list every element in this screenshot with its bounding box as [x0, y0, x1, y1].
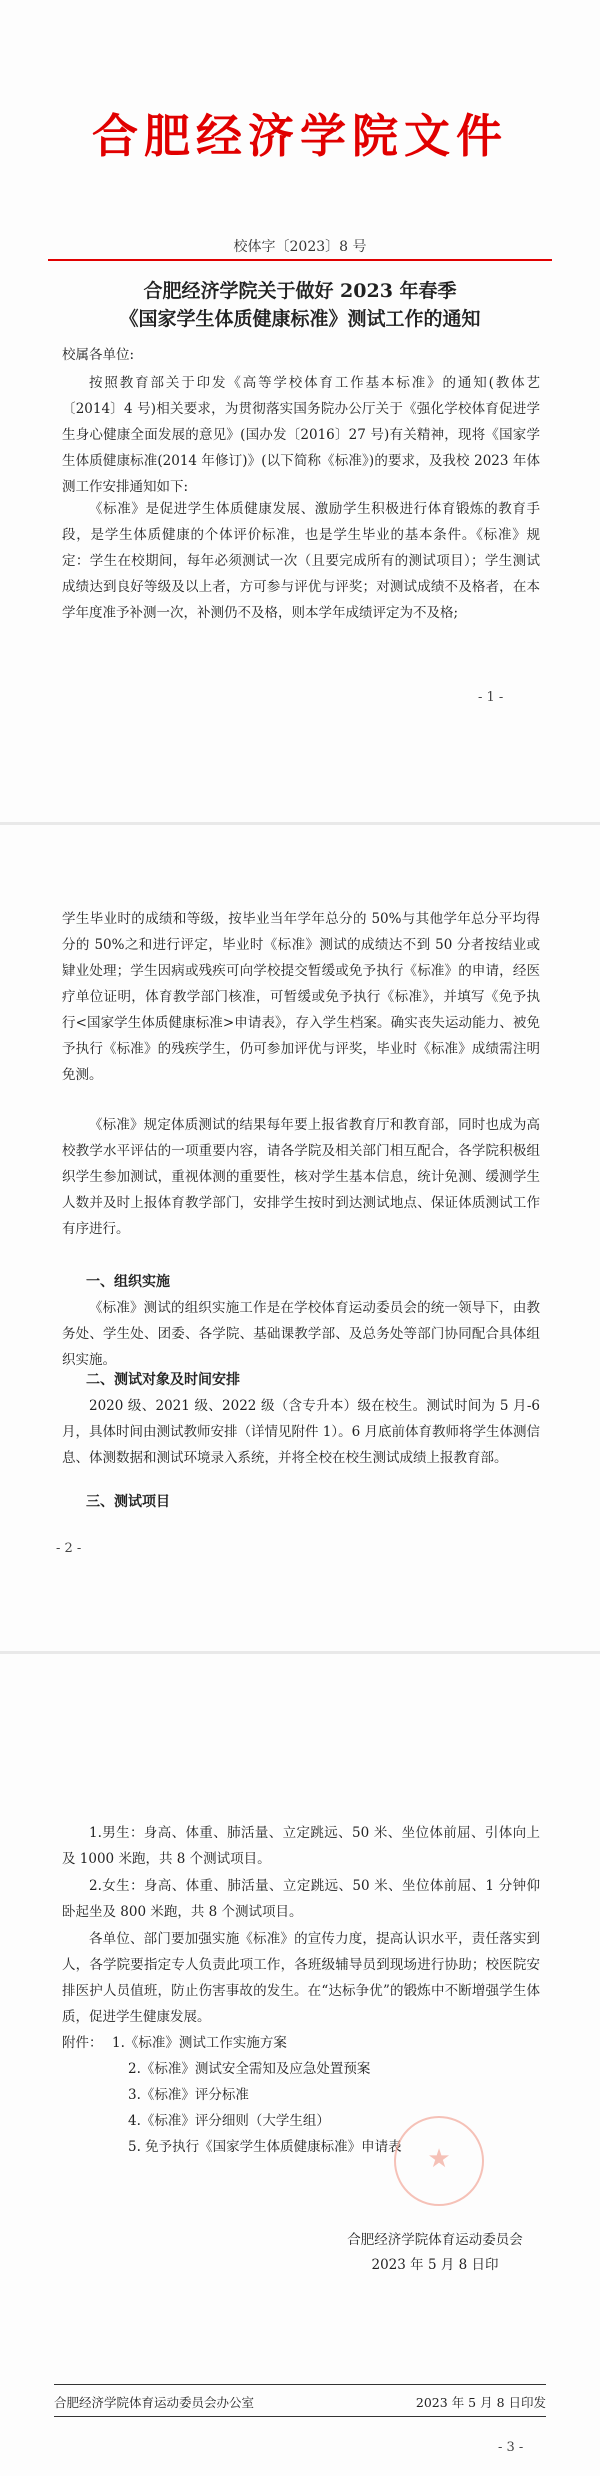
- document-number: 校体字〔2023〕8 号: [233, 239, 367, 255]
- official-seal: ★: [394, 2116, 484, 2206]
- title-line-1: 合肥经济学院关于做好 2023 年春季: [143, 280, 457, 302]
- attachment-item: 3.《标准》评分标准: [128, 2087, 249, 2103]
- red-divider: [48, 259, 552, 261]
- page-number-2: - 2 -: [56, 1541, 82, 1556]
- footer-rule-bottom: [54, 2416, 546, 2417]
- document-masthead: 合肥经济学院文件: [92, 109, 508, 163]
- paragraph-female-items: 2.女生：身高、体重、肺活量、立定跳远、50 米、坐位体前屈、1 分钟仰卧起坐及 800 米跑，共 8 个测试项目。: [62, 1878, 540, 1920]
- paragraph-intro: 按照教育部关于印发《高等学校体育工作基本标准》的通知(教体艺〔2014〕4 号)相关要求，为贯彻落实国务院办公厅关于《强化学校体育促进学生身心健康全面发展的意见》(国办发〔2016〕27 号)有关精神，现将《国家学生体质健康标准(2014 年修订)》(以下简称《标准》)的要求，及我校 2023 年体测工作安排通知如下:: [62, 375, 540, 495]
- page-1: [0, 0, 600, 822]
- section-heading-items: 三、测试项目: [86, 1494, 170, 1510]
- paragraph-organization: 《标准》测试的组织实施工作是在学校体育运动委员会的统一领导下，由教务处、学生处、团委、各学院、基础课教学部、及总务处等部门协同配合具体组织实施。: [62, 1300, 540, 1368]
- page-number-3: - 3 -: [498, 2440, 524, 2455]
- signature-org: 合肥经济学院体育运动委员会: [347, 2232, 523, 2248]
- paragraph-male-items: 1.男生：身高、体重、肺活量、立定跳远、50 米、坐位体前屈、引体向上及 1000 米跑，共 8 个测试项目。: [62, 1825, 540, 1867]
- footer-date: 2023 年 5 月 8 日印发: [415, 2395, 546, 2410]
- attachment-item: 4.《标准》评分细则（大学生组）: [128, 2113, 330, 2129]
- footer-office: 合肥经济学院体育运动委员会办公室: [54, 2395, 255, 2410]
- attachment-item: 1.《标准》测试工作实施方案: [112, 2035, 287, 2051]
- paragraph-standard: 《标准》是促进学生体质健康发展、激励学生积极进行体育锻炼的教育手段，是学生体质健康的个体评价标准，也是学生毕业的基本条件。《标准》规定：学生在校期间，每年必须测试一次（且要完成所有的测试项目）；学生测试成绩达到良好等级及以上者，方可参与评优与评奖；对测试成绩不及格者，在本学年度准予补测一次，补测仍不及格，则本学年成绩评定为不及格;: [62, 501, 540, 621]
- paragraph-graduation: 学生毕业时的成绩和等级，按毕业当年学年总分的 50%与其他学年总分平均得分的 50%之和进行评定，毕业时《标准》测试的成绩达不到 50 分者按结业或肄业处理；学生因病或残疾可向学校提交暂缓或免予执行《标准》的申请，经医疗单位证明，体育教学部门核准，可暂缓或免予执行《标准》，并填写《免予执行<国家学生体质健康标准>申请表》，存入学生档案。确实丧失运动能力、被免予执行《标准》的残疾学生，仍可参加评优与评奖，毕业时《标准》成绩需注明免测。: [62, 911, 540, 1083]
- footer-rule-top: [54, 2384, 546, 2385]
- signature-date: 2023 年 5 月 8 日印: [371, 2257, 499, 2273]
- attachments-label: 附件：: [62, 2035, 103, 2051]
- paragraph-report: 《标准》规定体质测试的结果每年要上报省教育厅和教育部，同时也成为高校教学水平评估的一项重要内容，请各学院及相关部门相互配合，各学院积极组织学生参加测试，重视体测的重要性，核对学生基本信息，统计免测、缓测学生人数并及时上报体育教学部门，安排学生按时到达测试地点、保证体质测试工作有序进行。: [62, 1117, 540, 1237]
- paragraph-publicity: 各单位、部门要加强实施《标准》的宣传力度，提高认识水平，责任落实到人，各学院要指定专人负责此项工作，各班级辅导员到现场进行协助；校医院安排医护人员值班，防止伤害事故的发生。在“达标争优”的锻炼中不断增强学生体质，促进学生健康发展。: [62, 1931, 540, 2025]
- section-heading-schedule: 二、测试对象及时间安排: [86, 1372, 240, 1388]
- salutation: 校属各单位:: [62, 347, 135, 363]
- paragraph-schedule: 2020 级、2021 级、2022 级（含专升本）级在校生。测试时间为 5 月-6 月，具体时间由测试教师安排（详情见附件 1）。6 月底前体育教师将学生体测信息、体测数据和测试环境录入系统，并将全校在校生测试成绩上报教育部。: [62, 1398, 541, 1466]
- page-number-1: - 1 -: [478, 690, 504, 705]
- title-line-2: 《国家学生体质健康标准》测试工作的通知: [119, 308, 481, 330]
- section-heading-organization: 一、组织实施: [86, 1274, 170, 1290]
- page-2: [0, 825, 600, 1651]
- attachment-item: 5. 免予执行《国家学生体质健康标准》申请表: [128, 2139, 402, 2155]
- attachment-item: 2.《标准》测试安全需知及应急处置预案: [128, 2061, 371, 2077]
